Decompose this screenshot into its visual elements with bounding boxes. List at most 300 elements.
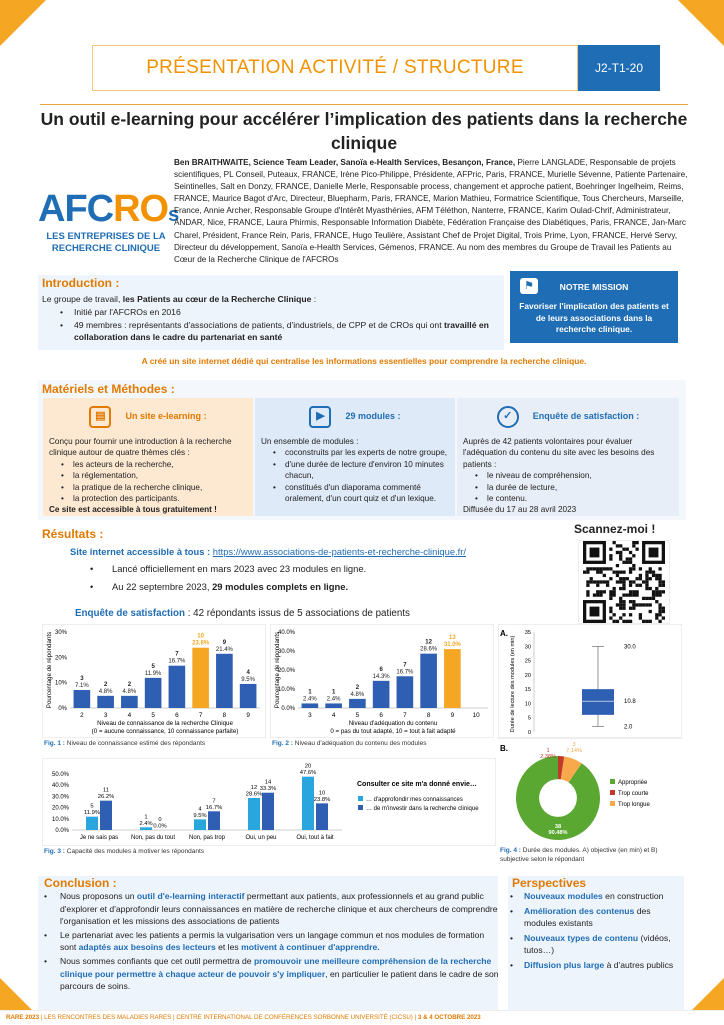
bar-value-label: 4.8% bbox=[98, 688, 113, 695]
chart-knowledge bbox=[42, 624, 266, 738]
x-tick-label: 9 bbox=[246, 712, 250, 719]
qr-module bbox=[645, 577, 648, 580]
logo-part: s bbox=[168, 204, 179, 226]
y-tick-label: 20.0% bbox=[51, 805, 69, 812]
methods-heading: Matériels et Méthodes : bbox=[42, 382, 175, 396]
bar bbox=[194, 819, 206, 830]
qr-module bbox=[622, 571, 625, 574]
qr-module bbox=[655, 593, 658, 596]
qr-module bbox=[613, 620, 616, 623]
qr-module bbox=[658, 584, 661, 587]
poster-title: Un outil e-learning pour accélérer l’implication des patients dans la recherche clinique bbox=[40, 104, 688, 155]
qr-module bbox=[655, 616, 658, 619]
perspective-item bbox=[510, 932, 680, 957]
x-axis-label: Niveau de connaissance de la recherche Clinique bbox=[97, 720, 233, 727]
bar-value-label: 2.4% bbox=[326, 696, 341, 703]
qr-module bbox=[590, 577, 593, 580]
footer-dates: 3 & 4 OCTOBRE 2023 bbox=[417, 1014, 481, 1021]
qr-module bbox=[616, 580, 619, 583]
bar-value-label: 9.5% bbox=[241, 676, 255, 683]
bar-count-label: 7 bbox=[175, 651, 179, 658]
bar bbox=[349, 699, 366, 708]
qr-module bbox=[596, 567, 599, 570]
qr-module bbox=[658, 577, 661, 580]
fig-number: Fig. 2 : bbox=[272, 740, 293, 747]
corner-decoration bbox=[0, 0, 46, 46]
qr-module bbox=[622, 603, 625, 606]
fig-text: Niveau d'adéquation du contenu des modules bbox=[292, 740, 427, 747]
bar bbox=[216, 654, 233, 708]
qr-module bbox=[658, 580, 661, 583]
qr-module bbox=[629, 613, 632, 616]
y-tick-label: 5 bbox=[527, 715, 531, 722]
qr-module bbox=[609, 567, 612, 570]
qr-module bbox=[645, 597, 648, 600]
bar-value-label: 4.8% bbox=[350, 691, 365, 698]
mission-box bbox=[510, 271, 678, 343]
authors-list bbox=[174, 157, 694, 266]
y-tick-label: 10.0% bbox=[51, 816, 69, 823]
qr-module bbox=[626, 577, 629, 580]
x-tick-label: 8 bbox=[426, 712, 431, 719]
bar-count-label: 7 bbox=[403, 662, 407, 669]
qr-module bbox=[599, 571, 602, 574]
bar-count-label: 3 bbox=[80, 676, 84, 683]
bar-count-label: 1 bbox=[308, 689, 312, 696]
qr-module bbox=[619, 597, 622, 600]
legend-swatch bbox=[610, 801, 615, 806]
qr-module bbox=[635, 590, 638, 593]
chart-duration bbox=[498, 624, 682, 844]
qr-module bbox=[649, 571, 652, 574]
fig4-caption bbox=[500, 846, 680, 864]
qr-module bbox=[658, 593, 661, 596]
qr-module bbox=[635, 593, 638, 596]
qr-module bbox=[599, 590, 602, 593]
x-tick-label: 2 bbox=[80, 712, 84, 719]
legend-swatch bbox=[610, 790, 615, 795]
qr-module bbox=[619, 557, 622, 560]
qr-module bbox=[613, 590, 616, 593]
qr-module bbox=[622, 577, 625, 580]
bar bbox=[444, 649, 461, 708]
lead-author: Ben BRAITHWAITE, Science Team Leader, Sanoïa e-Health Services, Besançon, France, bbox=[174, 158, 516, 167]
bar-count-label: 6 bbox=[379, 666, 383, 673]
results-bullet-bold: 29 modules complets en ligne. bbox=[212, 580, 349, 592]
chart-adequacy bbox=[270, 624, 494, 738]
bar bbox=[302, 777, 314, 830]
pie-hole bbox=[539, 779, 577, 817]
x-tick-label: 10 bbox=[472, 712, 480, 719]
qr-module bbox=[642, 603, 645, 606]
intro-group-name: les Patients au cœur de la Recherche Clinique bbox=[122, 294, 312, 304]
qr-module bbox=[616, 544, 619, 547]
qr-module bbox=[626, 557, 629, 560]
bar-count-label: 20 bbox=[304, 763, 312, 770]
bar bbox=[325, 703, 342, 708]
x-tick-label: Non, pas du tout bbox=[130, 835, 176, 841]
y-axis-label: Durée de lecture des modules (en min) bbox=[510, 635, 516, 733]
bar-value-label: 26.2% bbox=[97, 794, 115, 801]
method-item: • la protection des participants. bbox=[61, 493, 247, 504]
qr-module bbox=[599, 580, 602, 583]
footer bbox=[0, 1010, 724, 1024]
qr-module bbox=[616, 571, 619, 574]
qr-title: Scannez-moi ! bbox=[574, 522, 656, 536]
qr-module bbox=[655, 590, 658, 593]
qr-module bbox=[652, 571, 655, 574]
qr-module bbox=[629, 607, 632, 610]
qr-module bbox=[583, 571, 586, 574]
qr-finder-core bbox=[649, 548, 659, 558]
qr-module bbox=[629, 567, 632, 570]
intro-summary: A créé un site internet dédié qui centralise les informations essentielles pour comprendre la recherche clinique. bbox=[141, 356, 587, 366]
bar-value-label: 28.6% bbox=[245, 791, 263, 798]
method-elearning bbox=[43, 398, 253, 516]
qr-module bbox=[658, 613, 661, 616]
x-tick-label: 7 bbox=[198, 712, 203, 719]
video-module-icon: ▶ bbox=[309, 406, 331, 428]
qr-module bbox=[629, 557, 632, 560]
qr-module bbox=[655, 600, 658, 603]
footer-event: RARE 2023 bbox=[6, 1014, 40, 1021]
qr-module bbox=[629, 584, 632, 587]
y-tick-label: 20.0% bbox=[277, 668, 295, 674]
intro-line: Le groupe de travail, bbox=[42, 294, 123, 304]
qr-module bbox=[632, 603, 635, 606]
bar-count-label: 9 bbox=[222, 639, 227, 646]
qr-module bbox=[593, 567, 596, 570]
bar bbox=[192, 648, 209, 708]
bar-value-label: 11.9% bbox=[83, 810, 101, 817]
qr-module bbox=[645, 620, 648, 623]
fig3-caption bbox=[44, 848, 204, 855]
qr-module bbox=[652, 593, 655, 596]
qr-module bbox=[622, 548, 625, 551]
qr-module bbox=[603, 590, 606, 593]
bar-count-label: 11 bbox=[102, 787, 110, 794]
bar bbox=[100, 801, 112, 830]
y-tick-label: 35 bbox=[524, 630, 531, 636]
qr-module bbox=[613, 571, 616, 574]
x-tick-label: 5 bbox=[151, 712, 155, 719]
qr-module bbox=[596, 584, 599, 587]
perspective-item bbox=[510, 959, 680, 972]
logo-subtitle: LES ENTREPRISES DE LA bbox=[46, 231, 166, 242]
highlight: adaptés aux besoins des lecteurs bbox=[78, 942, 216, 953]
qr-module bbox=[622, 561, 625, 564]
method-modules bbox=[255, 398, 455, 516]
qr-module bbox=[619, 544, 622, 547]
method-item: • les acteurs de la recherche, bbox=[61, 459, 247, 470]
qr-module bbox=[629, 561, 632, 564]
fig1-caption bbox=[44, 740, 205, 747]
qr-module bbox=[609, 554, 612, 557]
qr-module bbox=[645, 603, 648, 606]
qr-module bbox=[662, 580, 665, 583]
y-tick-label: 30.0% bbox=[51, 794, 69, 801]
highlight: motivent à continuer d'apprendre. bbox=[241, 942, 380, 953]
qr-module bbox=[635, 548, 638, 551]
qr-module bbox=[622, 607, 625, 610]
qr-module bbox=[639, 567, 642, 570]
method-item: • le niveau de compréhension, bbox=[475, 470, 673, 481]
conclusion-bullet bbox=[44, 955, 500, 993]
qr-module bbox=[649, 620, 652, 623]
mission-text: Favoriser l'implication des patients et de leurs associations dans la recherche clinique. bbox=[519, 301, 669, 334]
x-tick-label: 4 bbox=[331, 712, 336, 719]
legend-swatch bbox=[358, 805, 363, 810]
logo-part: RO bbox=[113, 188, 169, 230]
x-tick-label: 3 bbox=[103, 712, 108, 719]
qr-module bbox=[662, 616, 665, 619]
qr-module bbox=[639, 574, 642, 577]
qr-module bbox=[616, 564, 619, 567]
legend-swatch bbox=[610, 779, 615, 784]
bar-value-label: 33.3% bbox=[259, 786, 277, 793]
chart-frame bbox=[498, 624, 682, 738]
bar-value-label: 16.7% bbox=[205, 804, 223, 811]
qr-module bbox=[596, 590, 599, 593]
x-tick-label: 6 bbox=[175, 712, 179, 719]
bar-value-label: 23.8% bbox=[192, 640, 210, 647]
qr-module bbox=[629, 571, 632, 574]
bar-count-label: 2 bbox=[355, 684, 360, 691]
pie-count-label: 38 bbox=[554, 824, 562, 830]
qr-module bbox=[609, 597, 612, 600]
qr-module bbox=[622, 580, 625, 583]
method-intro: Conçu pour fournir une introduction à la recherche clinique autour de quatre thèmes clés : bbox=[49, 437, 232, 458]
fig-number: Fig. 1 : bbox=[44, 740, 65, 747]
text: et les bbox=[215, 942, 242, 953]
qr-module bbox=[606, 567, 609, 570]
bar-count-label: 10 bbox=[197, 633, 204, 640]
qr-module bbox=[619, 616, 622, 619]
qr-module bbox=[658, 590, 661, 593]
bar-count-label: 4 bbox=[198, 806, 202, 813]
bar-value-label: 11.9% bbox=[144, 670, 162, 677]
y-tick-label: 30% bbox=[54, 630, 67, 636]
qr-module bbox=[639, 603, 642, 606]
bar-value-label: 2.4% bbox=[303, 696, 317, 703]
qr-module bbox=[609, 610, 612, 613]
bar bbox=[373, 681, 390, 708]
highlight: outil d'e-learning interactif bbox=[136, 891, 245, 901]
qr-module bbox=[662, 590, 665, 593]
qr-module bbox=[603, 574, 606, 577]
qr-module bbox=[622, 600, 625, 603]
qr-module bbox=[642, 620, 645, 623]
qr-module bbox=[662, 584, 665, 587]
highlight: Nouveaux modules bbox=[524, 891, 603, 901]
bar-count-label: 12 bbox=[425, 639, 432, 646]
bar-count-label: 0 bbox=[158, 817, 162, 823]
qr-module bbox=[649, 610, 652, 613]
qr-code[interactable] bbox=[578, 540, 670, 624]
y-tick-label: 0% bbox=[58, 706, 67, 712]
bar bbox=[240, 684, 257, 708]
bar-count-label: 2 bbox=[127, 681, 132, 688]
results-bullet: • Lancé officiellement en mars 2023 avec 23 modules en ligne. bbox=[90, 560, 550, 577]
text: permettant aux patients, aux professionnels et au grand public d'explorer et d'approfondir leurs connaissances en matière de recherche clinique et aux chercheurs de comprendre l'organisation et les missions des associations de patients bbox=[60, 891, 498, 927]
bar-count-label: 13 bbox=[449, 635, 456, 642]
bar-value-label: 31.0% bbox=[443, 642, 461, 649]
qr-module bbox=[658, 610, 661, 613]
qr-module bbox=[626, 561, 629, 564]
corner-decoration bbox=[0, 978, 32, 1010]
qr-module bbox=[652, 574, 655, 577]
qr-module bbox=[649, 587, 652, 590]
legend-label: Trop courte bbox=[618, 791, 649, 797]
qr-module bbox=[662, 610, 665, 613]
text: Nous proposons un bbox=[60, 891, 137, 901]
perspective-item bbox=[510, 905, 680, 930]
y-tick-label: 15 bbox=[524, 687, 531, 694]
corner-decoration bbox=[678, 0, 724, 46]
method-item: • la durée de lecture, bbox=[475, 482, 673, 493]
method-survey bbox=[457, 398, 679, 516]
thumbs-up-icon: ✓ bbox=[497, 406, 519, 428]
text: en construction bbox=[602, 891, 664, 901]
qr-module bbox=[635, 603, 638, 606]
bar bbox=[140, 827, 152, 830]
method-item: • constitués d'un diaporama commenté oralement, d'un court quiz et d'un lexique. bbox=[273, 482, 449, 505]
qr-module bbox=[596, 571, 599, 574]
logo-subtitle: RECHERCHE CLINIQUE bbox=[51, 243, 161, 254]
qr-module bbox=[616, 603, 619, 606]
qr-module bbox=[609, 607, 612, 610]
panel-label: B. bbox=[500, 744, 508, 753]
bar-count-label: 4 bbox=[246, 669, 250, 676]
box-median-label: 10.8 bbox=[624, 699, 636, 706]
qr-module bbox=[619, 580, 622, 583]
qr-module bbox=[596, 580, 599, 583]
qr-module bbox=[586, 590, 589, 593]
qr-module bbox=[649, 603, 652, 606]
conclusion-text bbox=[44, 890, 500, 994]
method-footnote: Ce site est accessible à tous gratuitement ! bbox=[49, 505, 217, 515]
y-tick-label: 20 bbox=[524, 672, 531, 679]
qr-module bbox=[662, 607, 665, 610]
qr-module bbox=[645, 587, 648, 590]
x-tick-label: 9 bbox=[450, 712, 455, 719]
qr-module bbox=[632, 600, 635, 603]
qr-module bbox=[642, 580, 645, 583]
conclusion-bullet bbox=[44, 890, 500, 928]
legend-label: Appropriée bbox=[618, 780, 648, 786]
poster-code: J2-T1-20 bbox=[578, 45, 660, 91]
qr-module bbox=[629, 590, 632, 593]
y-tick-label: 30 bbox=[524, 644, 531, 651]
survey-label: Enquête de satisfaction bbox=[75, 608, 185, 619]
qr-module bbox=[616, 551, 619, 554]
bar bbox=[86, 817, 98, 830]
qr-module bbox=[632, 590, 635, 593]
intro-bullet: • Initié par l'AFCROs en 2016 bbox=[60, 306, 502, 319]
box-min-label: 2.0 bbox=[624, 724, 633, 731]
y-tick-label: 40.0% bbox=[277, 630, 295, 636]
bar-value-label: 7.1% bbox=[75, 683, 89, 690]
legend-title: Consulter ce site m'a donné envie… bbox=[357, 781, 477, 788]
x-tick-label: 5 bbox=[355, 712, 360, 719]
bar-value-label: 4.8% bbox=[122, 688, 137, 695]
bar-count-label: 2 bbox=[103, 681, 108, 688]
site-label: Site internet accessible à tous : bbox=[70, 546, 213, 557]
intro-text bbox=[42, 293, 502, 344]
results-heading: Résultats : bbox=[42, 527, 104, 541]
qr-module bbox=[649, 597, 652, 600]
bar bbox=[420, 654, 437, 708]
qr-module bbox=[635, 577, 638, 580]
bar bbox=[74, 690, 91, 708]
text: à d'autres publics bbox=[604, 959, 674, 970]
pie-value-label: 2.38% bbox=[540, 754, 556, 760]
site-link[interactable]: https://www.associations-de-patients-et-recherche-clinique.fr/ bbox=[212, 546, 466, 557]
bar-count-label: 14 bbox=[264, 779, 272, 786]
qr-module bbox=[632, 564, 635, 567]
qr-module bbox=[639, 616, 642, 619]
x-axis-label: 0 = pas du tout adapté, 10 = tout à fait adapté bbox=[330, 728, 456, 735]
qr-module bbox=[613, 613, 616, 616]
qr-module bbox=[655, 577, 658, 580]
qr-module bbox=[655, 613, 658, 616]
qr-module bbox=[632, 544, 635, 547]
qr-module bbox=[655, 574, 658, 577]
afcros-logo bbox=[38, 188, 179, 255]
bar-count-label: 1 bbox=[331, 689, 336, 696]
qr-module bbox=[596, 593, 599, 596]
legend-label: … d'approfondir mes connaissances bbox=[366, 797, 463, 803]
mission-title: NOTRE MISSION bbox=[559, 282, 629, 292]
qr-module bbox=[632, 607, 635, 610]
banner-title: PRÉSENTATION ACTIVITÉ / STRUCTURE bbox=[146, 57, 524, 78]
qr-module bbox=[622, 587, 625, 590]
fig-text: Niveau de connaissance estimé des répondants bbox=[64, 740, 206, 747]
x-axis-label: (0 = aucune connaissance, 10 connaissance parfaite) bbox=[91, 728, 239, 735]
qr-module bbox=[626, 548, 629, 551]
fig2-caption bbox=[272, 740, 426, 747]
legend-swatch bbox=[358, 796, 363, 801]
method-footnote: Diffusée du 17 au 28 avril 2023 bbox=[463, 505, 577, 515]
header-banner bbox=[92, 45, 578, 91]
qr-module bbox=[609, 616, 612, 619]
intro-line: : bbox=[311, 294, 317, 304]
y-tick-label: 0 bbox=[527, 730, 531, 736]
qr-module bbox=[629, 580, 632, 583]
qr-module bbox=[593, 580, 596, 583]
qr-module bbox=[586, 584, 589, 587]
method-item: • le contenu. bbox=[475, 493, 673, 504]
qr-module bbox=[613, 587, 616, 590]
text: Nous sommes confiants que cet outil permettra de bbox=[60, 955, 254, 966]
qr-module bbox=[622, 620, 625, 623]
qr-module bbox=[639, 584, 642, 587]
method-title: Un site e-learning : bbox=[125, 411, 207, 422]
method-title: Enquête de satisfaction : bbox=[532, 411, 640, 422]
fig-number: Fig. 3 : bbox=[44, 848, 65, 855]
x-tick-label: Oui, tout à fait bbox=[296, 835, 334, 841]
qr-module bbox=[619, 551, 622, 554]
bar-count-label: 7 bbox=[212, 798, 216, 805]
intro-bullet bbox=[60, 319, 502, 345]
qr-module bbox=[652, 590, 655, 593]
bar-value-label: 23.8% bbox=[313, 796, 331, 803]
bar bbox=[262, 793, 274, 830]
results-text bbox=[70, 543, 550, 595]
bar-value-label: 9.5% bbox=[193, 812, 207, 819]
qr-module bbox=[590, 567, 593, 570]
bar bbox=[97, 696, 114, 708]
